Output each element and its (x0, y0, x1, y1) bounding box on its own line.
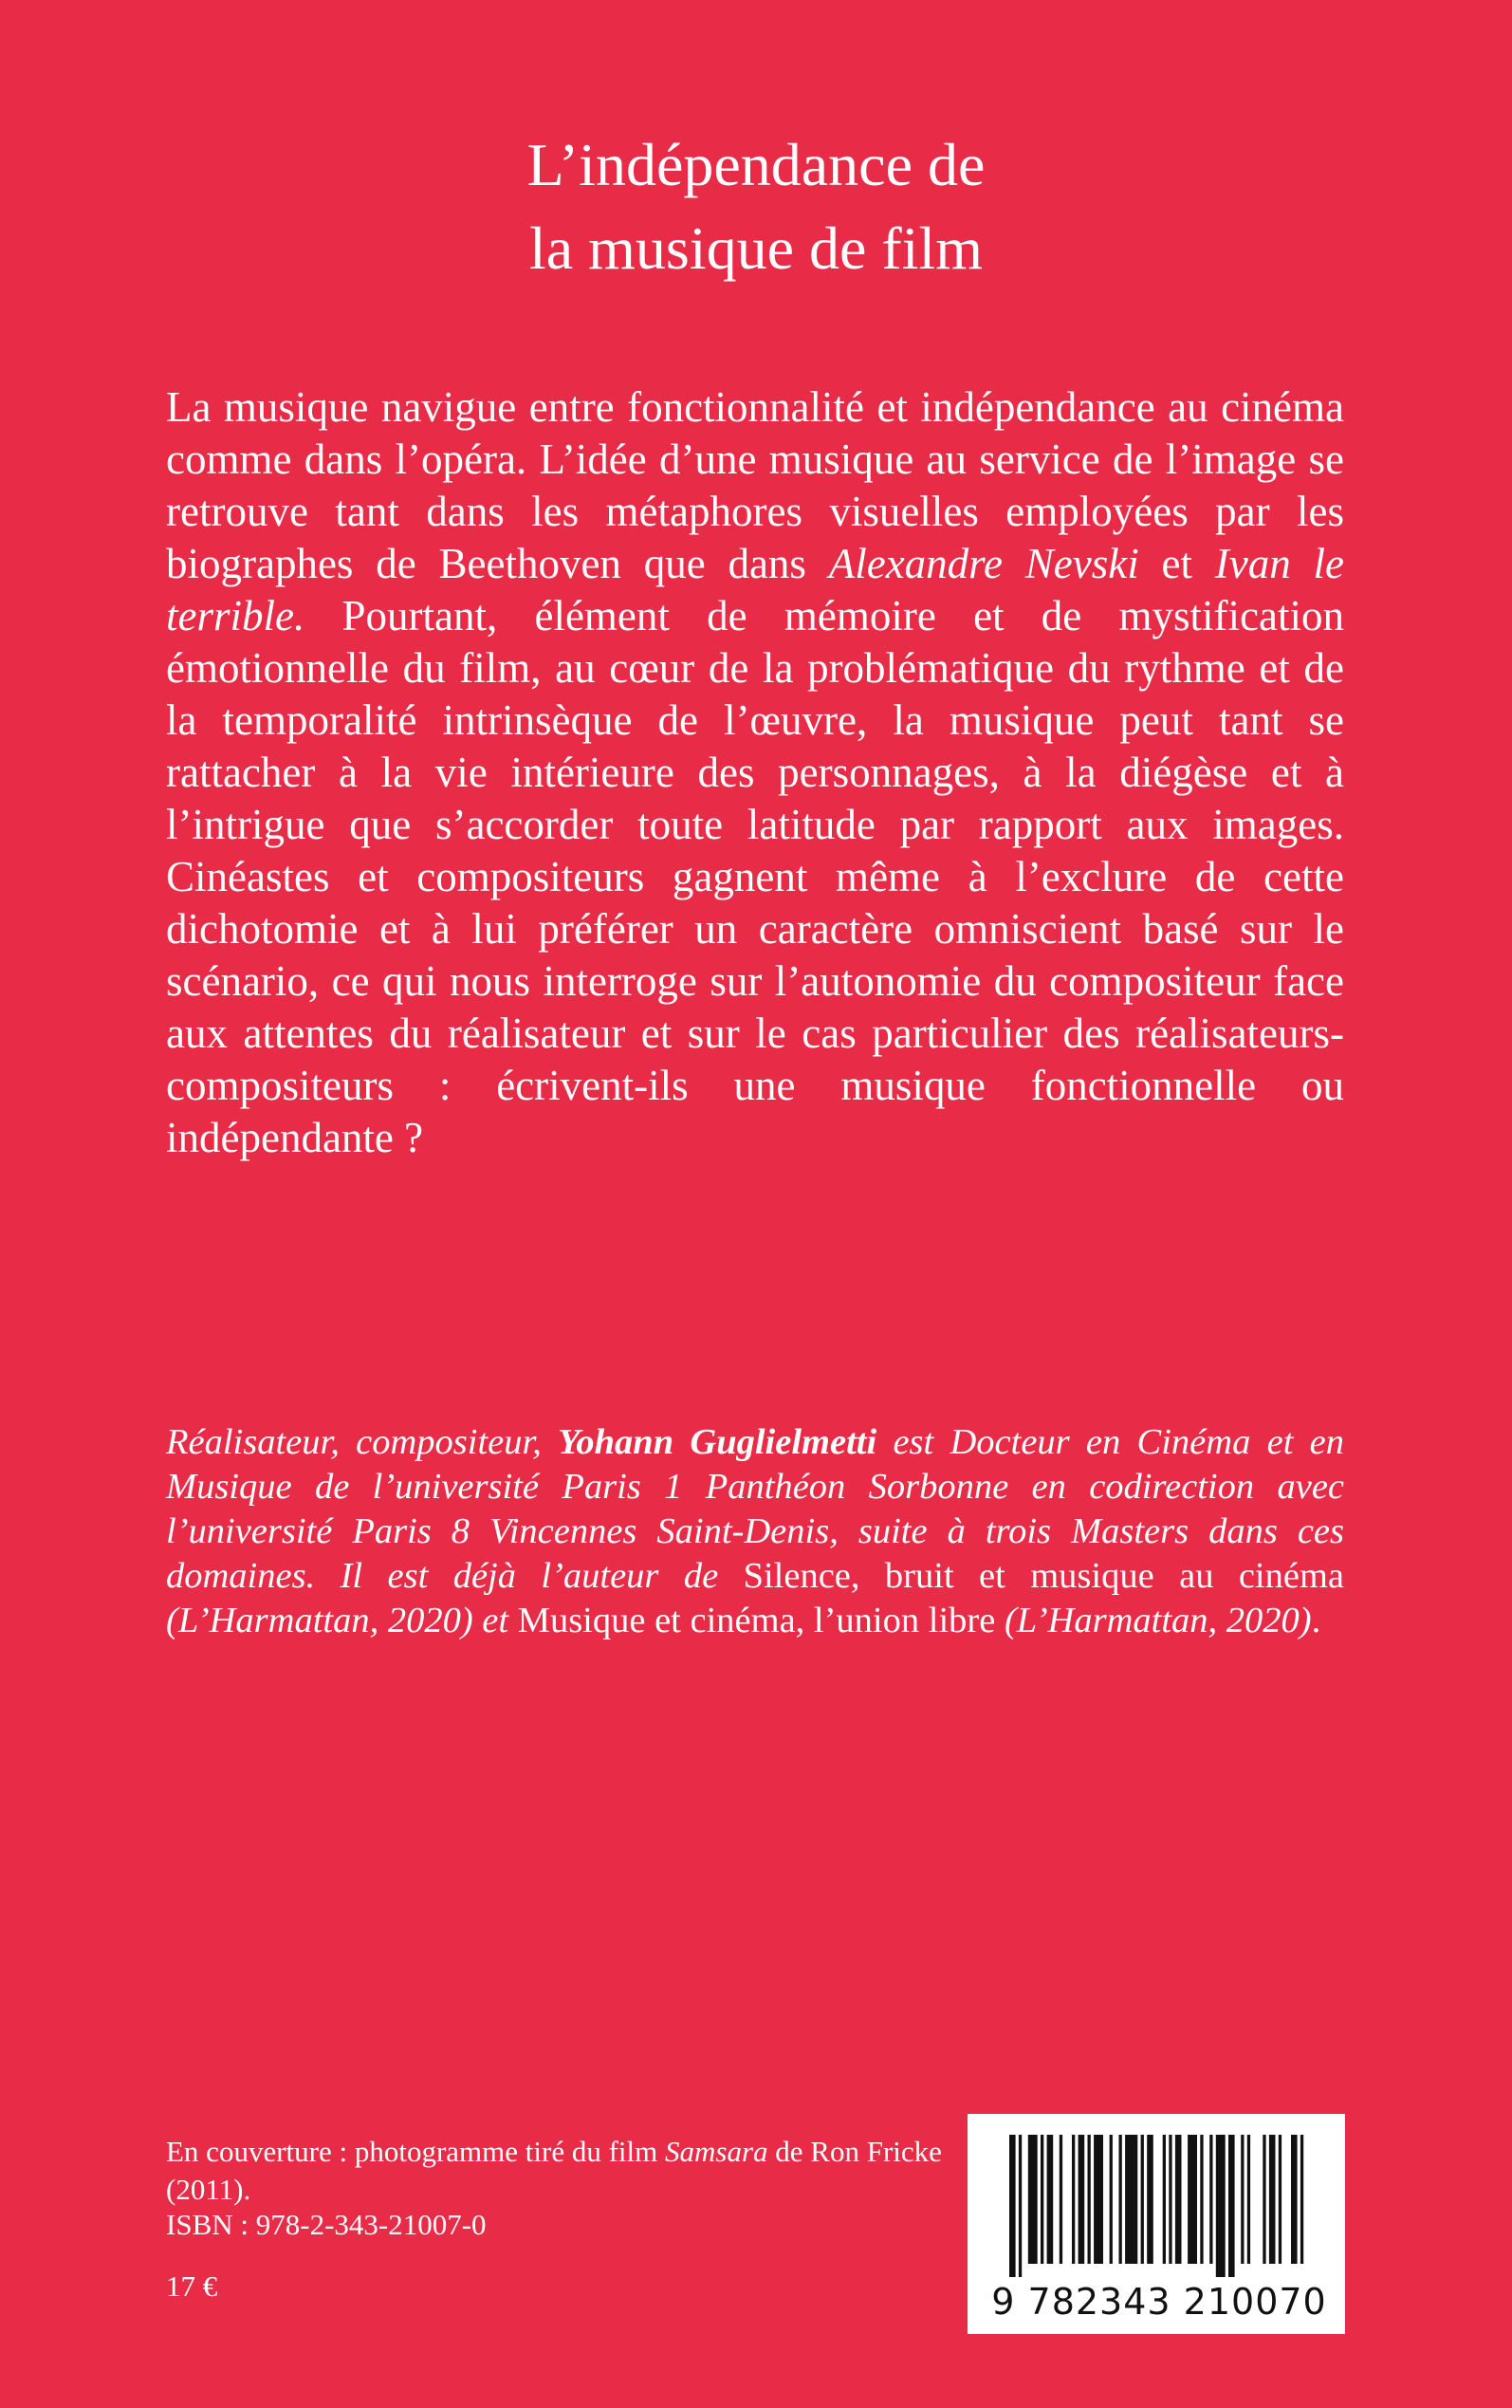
barcode-bar (1279, 2135, 1282, 2264)
bio-intro: Réalisateur, compositeur, (166, 1422, 559, 1462)
barcode-bar (1200, 2135, 1203, 2264)
blurb-film-title-1: Alexandre Nevski (828, 540, 1139, 587)
bio-publisher-1: (L’Harmattan, 2020) et (166, 1601, 518, 1640)
bio-text: est Docteur en Cinéma et en Musique de l’université Paris 1 Panthéon Sorbonne en codirection avec l’université Paris 8 Vincennes Saint-Denis, suite à trois Masters dans ces domaines. Il est déjà l’auteur de (166, 1422, 1345, 1596)
barcode-bar (1110, 2135, 1113, 2264)
cover-credit (166, 2133, 944, 2209)
title-line-1: L’indépendance de (526, 131, 986, 198)
barcode-bar (1125, 2135, 1137, 2264)
barcode-bar (1247, 2135, 1250, 2264)
blurb-text-2: et (1138, 540, 1215, 587)
blurb-text-1: La musique navigue entre fonctionnalité et indépendance au cinéma comme dans l’opéra. L’idée d’une musique au service de l’image se retrouve tant dans les métaphores visuelles employées par les biographes de Beethoven que dans (166, 383, 1344, 587)
barcode-bar (1147, 2135, 1153, 2264)
barcode-bar (1079, 2135, 1085, 2264)
barcode (968, 2114, 1345, 2334)
blurb-paragraph (166, 381, 1344, 1164)
bio-book-title-2: Musique et cinéma, l’union libre (517, 1601, 996, 1640)
price: 17 € (166, 2269, 218, 2303)
blurb-text-3: Pourtant, élément de mémoire et de mystification émotionnelle du film, au cœur de la problématique du rythme et de la temporalité intrinsèque de l’œuvre, la musique peut tant se rattacher à la vie intérieure des personnages, à la diégèse et à l’intrigue que s’accorder toute latitude par rapport aux images. Cinéastes et compositeurs gagnent même à l’exclure de cette dichotomie et à lui préférer un caractère omniscient basé sur le scénario, ce qui nous interroge sur l’autonomie du compositeur face aux attentes du réalisateur et sur le cas particulier des réalisateurs-compositeurs : écrivent-ils une musique fonctionnelle ou indépendante ? (166, 592, 1344, 1161)
barcode-bar (1088, 2135, 1091, 2264)
barcode-bar (1216, 2135, 1226, 2277)
barcode-bar (1047, 2135, 1054, 2264)
bio-end: . (1311, 1601, 1321, 1640)
barcode-bar (1060, 2135, 1062, 2264)
author-name: Yohann Guglielmetti (558, 1422, 877, 1462)
barcode-bar (1300, 2135, 1303, 2264)
barcode-bar (1028, 2135, 1038, 2264)
barcode-bar (1228, 2135, 1235, 2277)
barcode-bar (1269, 2135, 1276, 2264)
title-line-2: la musique de film (528, 214, 984, 282)
barcode-digits: 9 782343 210070 (991, 2281, 1327, 2323)
barcode-bar (1119, 2135, 1122, 2264)
isbn-number: ISBN : 978-2-343-21007-0 (166, 2208, 487, 2241)
isbn-block (166, 2206, 830, 2306)
barcode-bar (1094, 2135, 1103, 2264)
barcode-bar (1188, 2135, 1197, 2264)
barcode-bar (1163, 2135, 1166, 2264)
bio-book-title-1: Silence, bruit et musique au cinéma (743, 1556, 1345, 1596)
author-bio (166, 1420, 1344, 1643)
barcode-bar (1209, 2135, 1212, 2264)
barcode-bar (1175, 2135, 1182, 2264)
barcode-bar (1041, 2135, 1043, 2264)
barcode-bars (1005, 2135, 1307, 2277)
barcode-bar (1291, 2135, 1298, 2264)
book-title (0, 123, 1512, 290)
credit-film-title: Samsara (665, 2135, 768, 2168)
barcode-bar (1019, 2135, 1022, 2277)
credit-text-2: de Ron Fricke (2011). (166, 2135, 942, 2206)
barcode-bar (1241, 2135, 1244, 2264)
blurb-film-title-2: Ivan le terrible. (166, 540, 1344, 639)
barcode-bar (1009, 2135, 1016, 2277)
bio-publisher-2: (L’Harmattan, 2020) (995, 1601, 1312, 1640)
barcode-bar (1141, 2135, 1144, 2264)
barcode-bar (1072, 2135, 1075, 2264)
barcode-bar (1169, 2135, 1171, 2264)
credit-text: En couverture : photogramme tiré du film (166, 2135, 665, 2168)
barcode-bar (1263, 2135, 1265, 2264)
